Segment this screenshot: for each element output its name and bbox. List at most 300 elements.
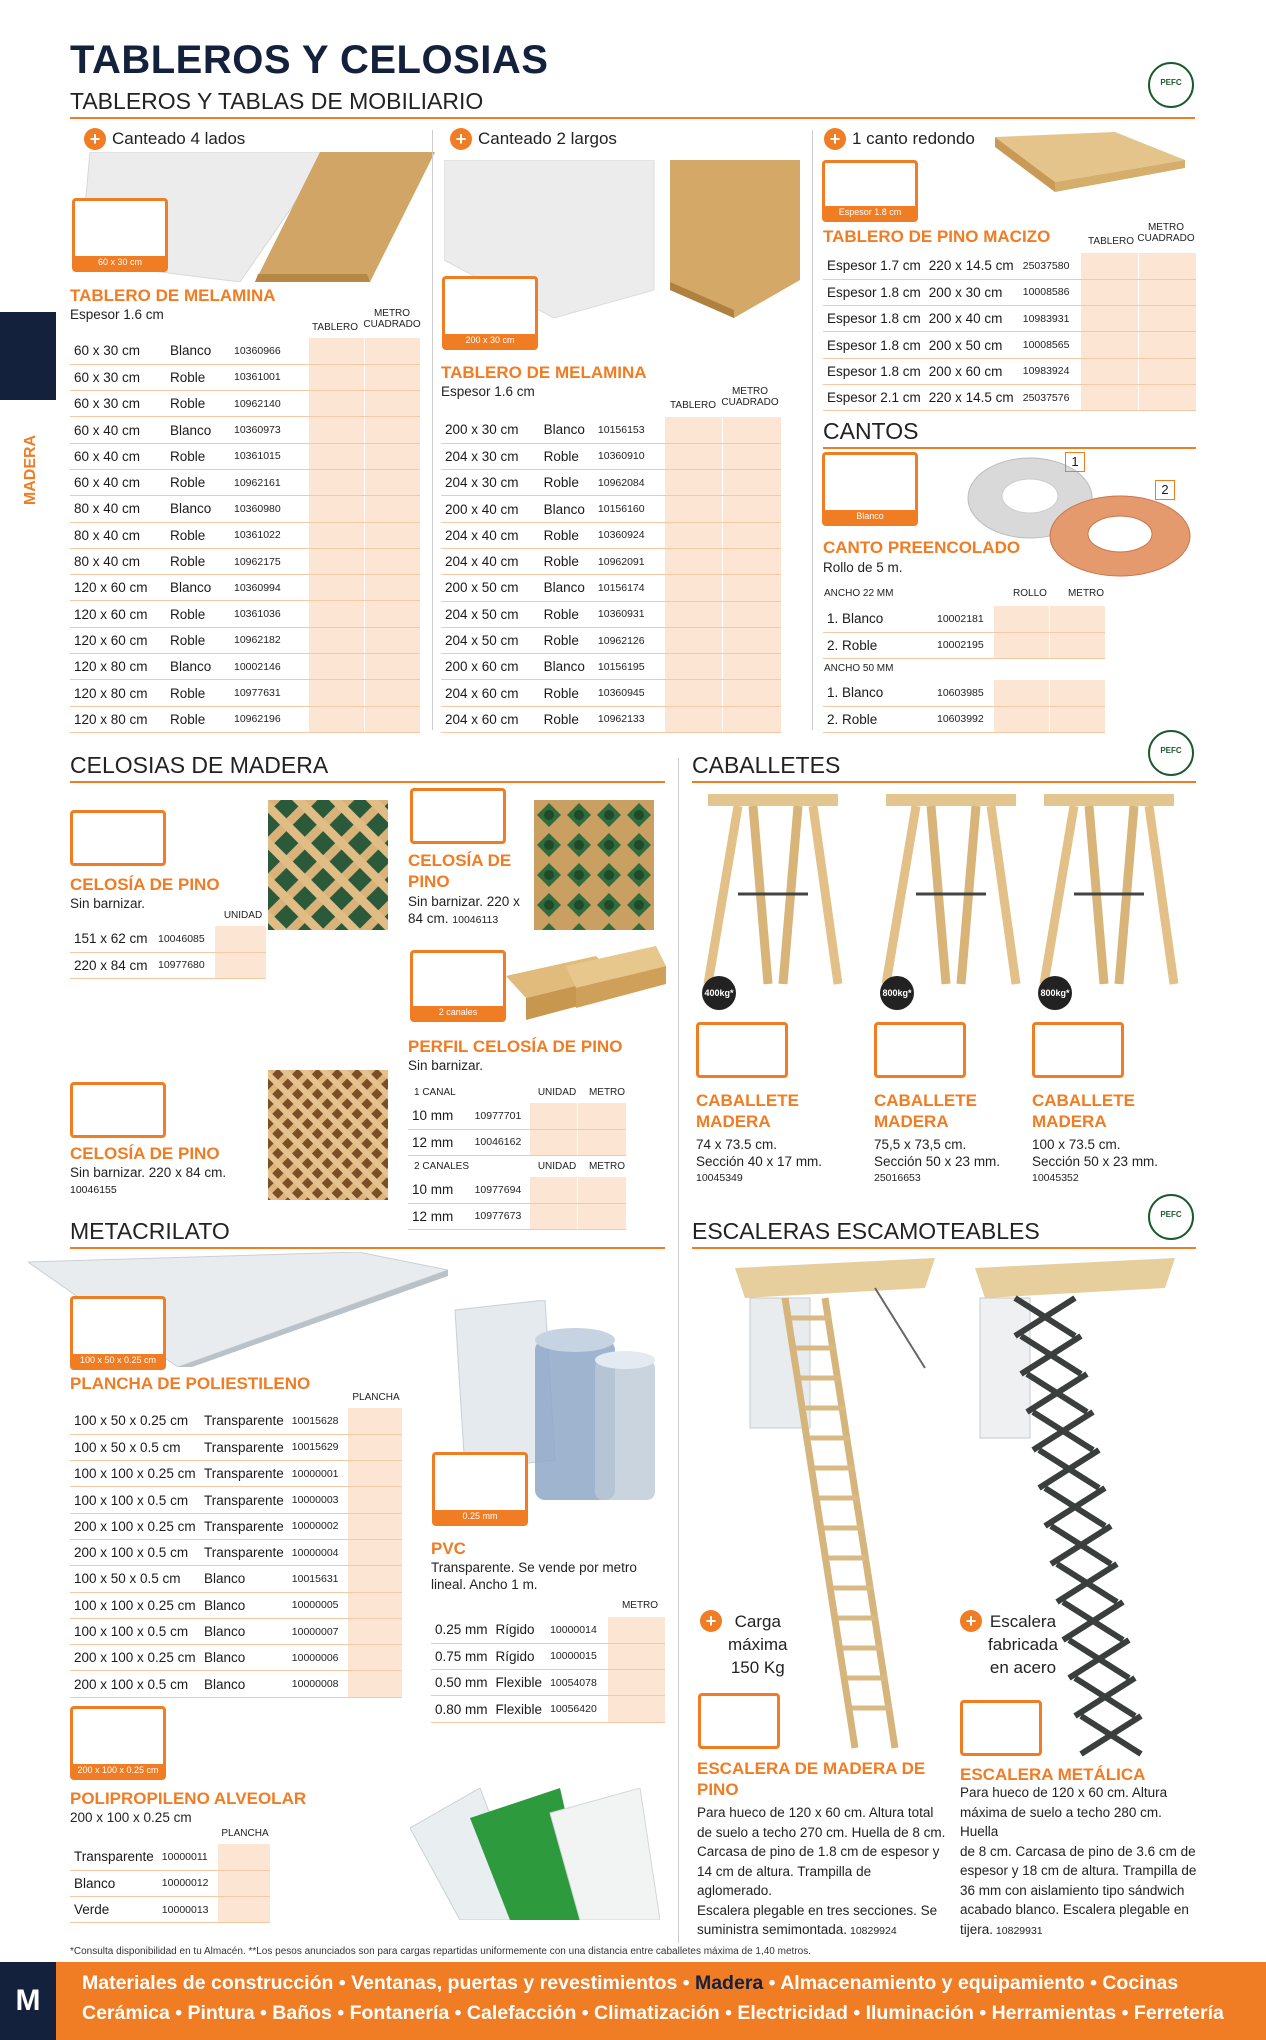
price-cell: [664, 575, 722, 601]
price-box-caballete: [696, 1022, 788, 1078]
product-ref: 10962133: [594, 706, 664, 732]
desc-line: Sección 50 x 23 mm.: [1032, 1154, 1159, 1169]
escalera-madera-title: [697, 1758, 925, 1800]
pefc-label: PEFC: [1160, 1210, 1182, 1219]
table-cell: 204 x 30 cm: [441, 470, 540, 496]
perfil-image: [506, 936, 666, 1026]
melamina4-table: [70, 338, 420, 733]
price-cell: [348, 1434, 402, 1460]
price-box-pino: [822, 160, 918, 222]
table-cell: Blanco: [166, 575, 230, 601]
table-cell: Blanco: [166, 496, 230, 522]
table-cell: Espesor 1.8 cm: [823, 279, 925, 305]
caballete-title: [696, 1090, 799, 1132]
table-cell: Blanco: [70, 1870, 158, 1896]
celosia2-title-line2: PINO: [408, 872, 450, 891]
pefc-label: PEFC: [1160, 78, 1182, 87]
price-cell: [214, 926, 266, 952]
price-box-label: 200 x 30 cm: [445, 334, 535, 347]
desc-line: 75,5 x 73,5 cm.: [874, 1137, 967, 1152]
footer-categories: • Almacenamiento y equipamiento • Cocinas: [768, 1972, 1179, 1994]
table-cell: Flexible: [492, 1696, 547, 1722]
price-box-label: 100 x 50 x 0.25 cm: [73, 1354, 163, 1367]
product-ref: 10015628: [288, 1408, 348, 1434]
product-ref: 10983931: [1019, 306, 1081, 332]
cantos-22-table: [823, 606, 1105, 659]
celosia2-desc-line1: Sin barnizar. 220 x: [408, 894, 520, 909]
desc-line: espesor y 18 cm de altura. Trampilla de: [960, 1863, 1197, 1878]
product-ref: 10603985: [933, 680, 993, 706]
price-cell: [308, 417, 364, 443]
table-cell: 204 x 60 cm: [441, 706, 540, 732]
table-row: [70, 1671, 402, 1697]
product-ref: 10360945: [594, 680, 664, 706]
table-cell: 12 mm: [408, 1129, 471, 1155]
price-cell: [364, 364, 420, 390]
table-cell: Espesor 1.7 cm: [823, 253, 925, 279]
table-cell: 100 x 50 x 0.5 cm: [70, 1566, 200, 1592]
table-cell: 220 x 84 cm: [70, 952, 154, 978]
table-cell: 204 x 40 cm: [441, 548, 540, 574]
price-cell: [1080, 306, 1138, 332]
table-row: [441, 601, 781, 627]
table-cell: 200 x 50 cm: [441, 575, 540, 601]
pvc-desc-line2: lineal. Ancho 1 m.: [431, 1577, 538, 1592]
celosia1-desc: Sin barnizar.: [70, 896, 146, 911]
table-cell: 0.25 mm: [431, 1617, 492, 1643]
table-row: [823, 680, 1105, 706]
table-cell: 120 x 60 cm: [70, 601, 166, 627]
desc-line: 100 x 73.5 cm.: [1032, 1137, 1121, 1152]
table-cell: Espesor 2.1 cm: [823, 384, 925, 410]
price-cell: [723, 417, 781, 443]
table-cell: 120 x 80 cm: [70, 654, 166, 680]
product-ref: 10002181: [933, 606, 993, 632]
table-cell: Blanco: [540, 654, 594, 680]
table-cell: 60 x 30 cm: [70, 391, 166, 417]
polipropileno-image: [410, 1788, 660, 1920]
price-cell: [578, 1103, 626, 1129]
price-cell: [578, 1177, 626, 1203]
price-cell: [529, 1129, 577, 1155]
price-cell: [308, 469, 364, 495]
product-ref: 25016653: [874, 1172, 921, 1184]
table-cell: Roble: [166, 469, 230, 495]
product-ref: 10156174: [594, 575, 664, 601]
table-cell: Transparente: [200, 1487, 288, 1513]
table-row: [70, 1844, 270, 1870]
table-cell: 200 x 30 cm: [925, 279, 1019, 305]
price-cell: [608, 1670, 665, 1696]
footer-line-1: [82, 1972, 1202, 1995]
table-row: [441, 548, 781, 574]
product-ref: 10015631: [288, 1566, 348, 1592]
price-box-melamina2: [442, 276, 538, 350]
header-unidad: UNIDAD: [223, 910, 263, 921]
perfil-title: PERFIL CELOSÍA DE PINO: [408, 1037, 623, 1056]
table-cell: 120 x 80 cm: [70, 680, 166, 706]
poliestileno-table: [70, 1408, 402, 1698]
price-cell: [308, 522, 364, 548]
title-line: ESCALERA DE MADERA DE: [697, 1759, 926, 1778]
price-cell: [308, 627, 364, 653]
table-row: [431, 1617, 665, 1643]
product-ref: 10000011: [158, 1844, 217, 1870]
product-ref: 25037580: [1019, 253, 1081, 279]
desc-line: 74 x 73.5 cm.: [696, 1137, 778, 1152]
price-cell: [348, 1487, 402, 1513]
header-plancha: PLANCHA: [221, 1828, 269, 1839]
desc-line: Para hueco de 120 x 60 cm. Altura total: [697, 1805, 934, 1820]
price-box-caballete: [1032, 1022, 1124, 1078]
canto-title: CANTO PREENCOLADO: [823, 538, 1021, 557]
table-cell: Roble: [540, 680, 594, 706]
caballete-desc: [696, 1136, 856, 1187]
price-cell: [348, 1592, 402, 1618]
table-row: [823, 606, 1105, 632]
table-row: [408, 1129, 626, 1155]
caballete-title: [1032, 1090, 1135, 1132]
price-box-label: 0.25 mm: [435, 1510, 525, 1523]
table-cell: 204 x 50 cm: [441, 601, 540, 627]
table-cell: Blanco: [540, 575, 594, 601]
price-cell: [993, 680, 1049, 706]
product-ref: 10361036: [230, 601, 308, 627]
price-cell: [364, 706, 420, 732]
escalera-madera-desc: [697, 1803, 947, 1942]
price-cell: [308, 364, 364, 390]
title-line: CABALLETE: [696, 1091, 799, 1110]
table-cell: Transparente: [200, 1408, 288, 1434]
product-ref: 10000001: [288, 1461, 348, 1487]
price-cell: [723, 575, 781, 601]
desc-line: suministra semimontada. 10829924: [697, 1922, 897, 1937]
price-cell: [1080, 384, 1138, 410]
header-tablero: TABLERO: [312, 322, 358, 333]
polipropileno-table: [70, 1844, 270, 1923]
price-box-celosia2: [410, 788, 506, 844]
table-row: [70, 391, 420, 417]
table-cell: 100 x 100 x 0.5 cm: [70, 1487, 200, 1513]
table-cell: 60 x 40 cm: [70, 417, 166, 443]
table-row: [70, 575, 420, 601]
price-box-canto: [822, 452, 918, 526]
table-cell: 151 x 62 cm: [70, 926, 154, 952]
price-cell: [364, 548, 420, 574]
product-ref: 10015629: [288, 1434, 348, 1460]
table-cell: 200 x 50 cm: [925, 332, 1019, 358]
product-ref: 10360966: [230, 338, 308, 364]
price-cell: [664, 680, 722, 706]
product-ref: 10962084: [594, 470, 664, 496]
product-ref: 10361015: [230, 443, 308, 469]
table-cell: 12 mm: [408, 1203, 471, 1229]
celosia3-ref: 10046155: [70, 1184, 117, 1196]
celosia2-title-line1: CELOSÍA DE: [408, 851, 512, 870]
table-cell: 100 x 100 x 0.25 cm: [70, 1461, 200, 1487]
table-row: [70, 1897, 270, 1923]
table-cell: 1. Blanco: [823, 680, 933, 706]
product-ref: 10054078: [546, 1670, 608, 1696]
price-cell: [364, 469, 420, 495]
price-cell: [217, 1897, 270, 1923]
product-ref: 10000015: [546, 1643, 608, 1669]
table-row: [70, 338, 420, 364]
price-cell: [308, 601, 364, 627]
price-cell: [664, 601, 722, 627]
table-cell: 10 mm: [408, 1103, 471, 1129]
table-cell: Transparente: [200, 1539, 288, 1565]
desc-line: de 8 cm. Carcasa de pino de 3.6 cm de: [960, 1843, 1196, 1859]
table-row: [431, 1670, 665, 1696]
product-ref: 10962196: [230, 706, 308, 732]
product-ref: 10000003: [288, 1487, 348, 1513]
table-cell: Transparente: [200, 1461, 288, 1487]
product-ref: 10000008: [288, 1671, 348, 1697]
price-cell: [364, 496, 420, 522]
product-ref: 10046162: [471, 1129, 530, 1155]
table-cell: Rígido: [492, 1617, 547, 1643]
price-cell: [1080, 253, 1138, 279]
table-row: [70, 364, 420, 390]
weight-badge: 400kg*: [702, 976, 736, 1010]
celosia2-ref: 10046113: [452, 914, 499, 926]
price-cell: [364, 443, 420, 469]
price-box-label: Espesor 1.8 cm: [825, 206, 915, 219]
caballetes-section-title: CABALLETES: [692, 752, 1196, 783]
product-ref: 10603992: [933, 706, 993, 732]
escalera-madera-image: [725, 1258, 945, 1758]
table-row: [70, 469, 420, 495]
desc-line: tijera. 10829931: [960, 1921, 1043, 1937]
feature-canteado-4: [84, 128, 245, 150]
side-tab-label: MADERA: [22, 434, 39, 506]
product-ref: 10962091: [594, 548, 664, 574]
table-cell: 100 x 50 x 0.5 cm: [70, 1434, 200, 1460]
price-cell: [1138, 358, 1196, 384]
price-cell: [608, 1696, 665, 1722]
price-cell: [664, 443, 722, 469]
table-cell: Blanco: [540, 417, 594, 443]
price-cell: [348, 1461, 402, 1487]
product-ref: 10000007: [288, 1618, 348, 1644]
table-row: [70, 1592, 402, 1618]
price-box-poliestileno: [70, 1296, 166, 1370]
table-cell: Roble: [166, 391, 230, 417]
table-row: [70, 1870, 270, 1896]
price-box-celosia1: [70, 810, 166, 866]
table-cell: Rígido: [492, 1643, 547, 1669]
table-cell: 220 x 14.5 cm: [925, 253, 1019, 279]
price-cell: [1138, 384, 1196, 410]
table-cell: 200 x 60 cm: [925, 358, 1019, 384]
price-cell: [217, 1870, 270, 1896]
table-cell: Verde: [70, 1897, 158, 1923]
table-row: [408, 1177, 626, 1203]
price-box-label: 200 x 100 x 0.25 cm: [73, 1764, 163, 1777]
caballete-title: [874, 1090, 977, 1132]
table-cell: Roble: [540, 601, 594, 627]
desc-line: Sección 50 x 23 mm.: [874, 1154, 1001, 1169]
table-row: [70, 548, 420, 574]
price-cell: [308, 706, 364, 732]
celosia2-desc: [408, 893, 520, 929]
table-cell: Transparente: [70, 1844, 158, 1870]
feature-line: 150 Kg: [730, 1658, 785, 1677]
price-box-melamina4: [72, 198, 168, 272]
table-cell: Espesor 1.8 cm: [823, 306, 925, 332]
product-ref: 10156195: [594, 654, 664, 680]
desc-line: Sección 40 x 17 mm.: [696, 1154, 823, 1169]
weight-badge: 800kg*: [1038, 976, 1072, 1010]
price-cell: [993, 632, 1049, 658]
desc-line: 14 cm de altura. Trampilla de aglomerado.: [697, 1863, 872, 1898]
product-ref: 10360931: [594, 601, 664, 627]
footnote: *Consulta disponibilidad en tu Almacén. **Los pesos anunciados son para cargas repartidas uniformemente con una distancia entre caballetes máxima de 1,40 metros.: [70, 1946, 811, 1957]
price-cell: [1138, 306, 1196, 332]
price-cell: [1049, 632, 1105, 658]
feature-label: Canteado 4 lados: [112, 129, 246, 148]
price-cell: [308, 443, 364, 469]
price-cell: [993, 706, 1049, 732]
price-box-label: Blanco: [825, 510, 915, 523]
price-cell: [214, 952, 266, 978]
table-row: [441, 706, 781, 732]
table-row: [70, 654, 420, 680]
header-metro: METRO: [1067, 588, 1105, 599]
price-cell: [529, 1103, 577, 1129]
price-cell: [348, 1671, 402, 1697]
product-ref: 10000002: [288, 1513, 348, 1539]
product-ref: 10977631: [230, 680, 308, 706]
table-cell: 80 x 40 cm: [70, 548, 166, 574]
price-cell: [364, 522, 420, 548]
product-ref: 10360910: [594, 443, 664, 469]
title-line: CABALLETE: [874, 1091, 977, 1110]
price-cell: [723, 680, 781, 706]
table-cell: Blanco: [540, 496, 594, 522]
price-cell: [308, 391, 364, 417]
weight-badge: 800kg*: [880, 976, 914, 1010]
desc-line: 36 mm con aislamiento tipo sándwich: [960, 1882, 1185, 1898]
celosia3-title: CELOSÍA DE PINO: [70, 1144, 220, 1163]
product-ref: 10000012: [158, 1870, 217, 1896]
feature-carga-maxima: [700, 1610, 788, 1679]
price-cell: [364, 575, 420, 601]
table-cell: Transparente: [200, 1513, 288, 1539]
table-cell: 200 x 100 x 0.25 cm: [70, 1645, 200, 1671]
table-cell: 1. Blanco: [823, 606, 933, 632]
price-cell: [723, 601, 781, 627]
table-cell: Transparente: [200, 1434, 288, 1460]
price-cell: [364, 654, 420, 680]
table-row: [441, 654, 781, 680]
table-cell: 204 x 40 cm: [441, 522, 540, 548]
price-box-celosia3: [70, 1082, 166, 1138]
table-row: [70, 1513, 402, 1539]
feature-canteado-2: [450, 128, 617, 150]
melamina4-title: TABLERO DE MELAMINA: [70, 286, 276, 305]
pvc-desc-line1: Transparente. Se vende por metro: [431, 1560, 637, 1575]
brand-logo: M: [0, 1962, 56, 2040]
side-tab: [22, 430, 62, 510]
divider: [678, 758, 679, 1943]
feature-label: Canteado 2 largos: [478, 129, 617, 148]
page-subtitle: TABLEROS Y TABLAS DE MOBILIARIO: [70, 88, 1195, 119]
table-cell: Flexible: [492, 1670, 547, 1696]
product-ref: 10360980: [230, 496, 308, 522]
table-cell: 60 x 40 cm: [70, 443, 166, 469]
product-ref: 10000005: [288, 1592, 348, 1618]
table-row: [408, 1103, 626, 1129]
product-ref: 10829924: [847, 1925, 897, 1937]
table-cell: Blanco: [200, 1566, 288, 1592]
price-cell: [664, 470, 722, 496]
melamina2-title: TABLERO DE MELAMINA: [441, 363, 647, 382]
table-cell: 100 x 100 x 0.5 cm: [70, 1618, 200, 1644]
product-ref: 10002195: [933, 632, 993, 658]
table-cell: 204 x 50 cm: [441, 627, 540, 653]
header-2-canales: 2 CANALES: [414, 1161, 470, 1172]
poliestileno-title: PLANCHA DE POLIESTILENO: [70, 1374, 311, 1393]
table-cell: Espesor 1.8 cm: [823, 358, 925, 384]
table-cell: 204 x 60 cm: [441, 680, 540, 706]
product-ref: 10008586: [1019, 279, 1081, 305]
product-ref: 10000006: [288, 1645, 348, 1671]
footer-current-category: Madera: [694, 1972, 764, 1994]
header-metro: METRO: [588, 1087, 626, 1098]
plus-icon: +: [824, 128, 846, 150]
perfil-1-table: [408, 1103, 626, 1156]
table-cell: 200 x 100 x 0.25 cm: [70, 1513, 200, 1539]
table-row: [441, 496, 781, 522]
celosia1-title: CELOSÍA DE PINO: [70, 875, 220, 894]
price-cell: [723, 706, 781, 732]
table-row: [70, 1408, 402, 1434]
table-cell: Roble: [540, 627, 594, 653]
table-cell: Roble: [166, 680, 230, 706]
price-cell: [723, 548, 781, 574]
product-ref: 10156153: [594, 417, 664, 443]
table-row: [70, 1461, 402, 1487]
desc-line: acabado blanco. Escalera plegable en: [960, 1902, 1189, 1917]
table-row: [441, 680, 781, 706]
product-ref: 10156160: [594, 496, 664, 522]
table-cell: Roble: [166, 548, 230, 574]
table-cell: 204 x 30 cm: [441, 443, 540, 469]
pefc-badge: [1148, 62, 1194, 108]
pino-title: TABLERO DE PINO MACIZO: [823, 227, 1051, 246]
table-row: [70, 627, 420, 653]
celosias-section-title: CELOSIAS DE MADERA: [70, 752, 665, 783]
table-cell: Roble: [166, 443, 230, 469]
feature-canto-redondo: [824, 128, 975, 150]
table-row: [441, 470, 781, 496]
product-ref: 10360994: [230, 575, 308, 601]
product-ref: 10962126: [594, 627, 664, 653]
price-cell: [364, 601, 420, 627]
celosia2-desc-line2: 84 cm.: [408, 911, 449, 926]
title-line: CABALLETE: [1032, 1091, 1135, 1110]
table-cell: 120 x 80 cm: [70, 706, 166, 732]
divider: [432, 130, 433, 730]
table-cell: Blanco: [200, 1618, 288, 1644]
product-ref: 10000014: [546, 1617, 608, 1643]
perfil-desc: Sin barnizar.: [408, 1058, 484, 1073]
price-box-escalera-metalica: [960, 1700, 1042, 1756]
desc-line: máxima de suelo a techo 280 cm. Huella: [960, 1804, 1162, 1839]
feature-line: en acero: [989, 1658, 1057, 1677]
